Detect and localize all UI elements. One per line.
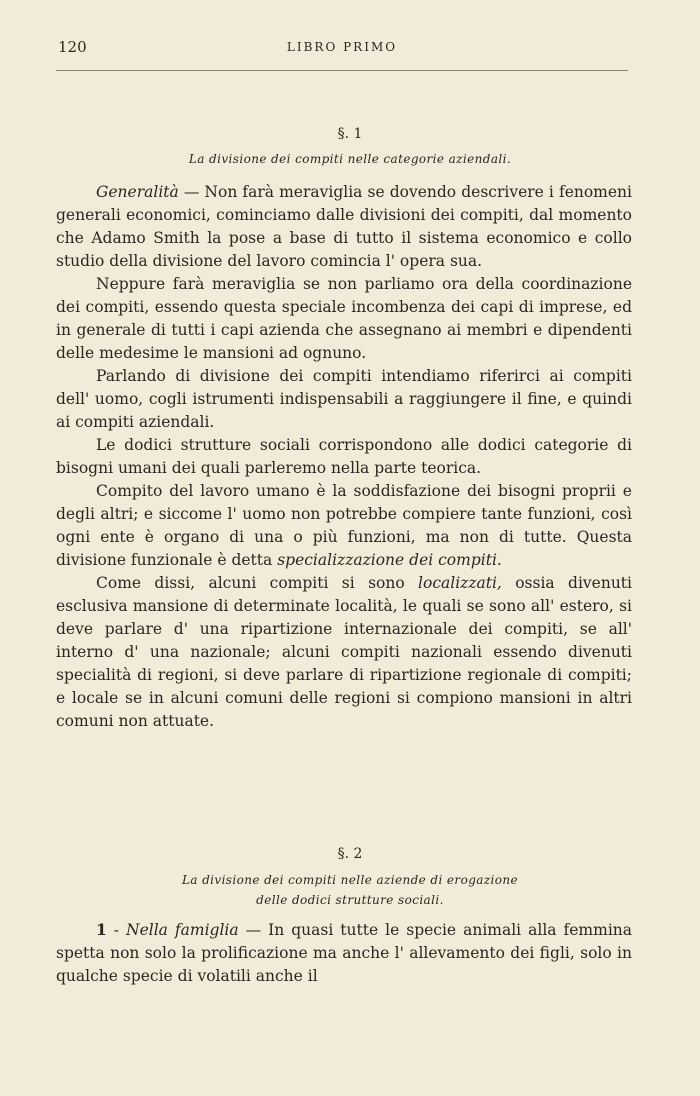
- section-2-body: [56, 918, 632, 988]
- page-header: [56, 38, 628, 71]
- page-number: 120: [58, 38, 87, 56]
- separator: -: [106, 921, 127, 939]
- paragraph: [56, 181, 632, 273]
- paragraph: [56, 480, 632, 572]
- section-1-title: La divisione dei compiti nelle categorie aziendali.: [188, 152, 512, 166]
- paragraph: Parlando di divisione dei compiti intendiamo riferirci ai compiti dell' uomo, cogli istrumenti indispensabili a raggiungere il fine, e quindi ai compiti aziendali.: [56, 367, 632, 431]
- paragraph-text: — Non farà meraviglia se dovendo descrivere i fenomeni generali economici, cominciamo dalle divisioni dei compiti, dal momento che Adamo Smith la pose a base di tutto il sistema economico e collo studio della divisione del lavoro comincia l' opera sua.: [56, 183, 632, 270]
- paragraph-text: ossia divenuti esclusiva mansione di determinate località, le quali se sono all' estero, si deve parlare d' una ripartizione internazionale dei compiti, se all' interno d' una nazionale; alcuni compiti nazionali essendo divenuti specialità di regioni, si deve parlare di ripartizione regionale di compiti; e locale se in alcuni comuni delle regioni si compiono mansioni in altri comuni non attuate.: [56, 574, 632, 730]
- section-2-title-line-2: delle dodici strutture sociali.: [256, 893, 444, 907]
- running-head: LIBRO PRIMO: [286, 40, 398, 54]
- section-2-title-line-1: La divisione dei compiti nelle aziende di erogazione: [181, 873, 519, 887]
- section-2-number: §. 2: [337, 846, 363, 862]
- emphasis: specializzazione dei compiti.: [277, 551, 502, 569]
- paragraph-text: Come dissi, alcuni compiti si sono: [96, 574, 419, 592]
- paragraph-text: Compito del lavoro umano è la soddisfazione dei bisogni proprii e degli altri; e siccome l' uomo non potrebbe compiere tante funzioni, così ogni ente è organo di una o più funzioni, ma non di tutte. Questa divisione funzionale è detta: [56, 482, 632, 569]
- emphasis: localizzati,: [418, 574, 502, 592]
- paragraph: [56, 572, 632, 733]
- item-number: 1: [96, 920, 107, 939]
- paragraph: Neppure farà meraviglia se non parliamo ora della coordinazione dei compiti, essendo questa speciale incombenza dei capi di imprese, ed in generale di tutti i capi azienda che assegnano ai membri e dipendenti delle medesime le mansioni ad ognuno.: [56, 275, 632, 362]
- paragraph-text: — In quasi tutte le specie animali alla femmina spetta non solo la prolificazione ma anche l' allevamento dei figli, solo in qualche specie di volatili anche il: [56, 921, 633, 985]
- paragraph: Le dodici strutture sociali corrispondono alle dodici categorie di bisogni umani dei quali parleremo nella parte teorica.: [56, 436, 632, 477]
- paragraph-lead: Generalità: [96, 183, 179, 201]
- section-1-number: §. 1: [337, 126, 363, 142]
- paragraph-lead: Nella famiglia: [126, 921, 239, 939]
- section-1-body: [56, 181, 632, 733]
- paragraph: [56, 918, 632, 988]
